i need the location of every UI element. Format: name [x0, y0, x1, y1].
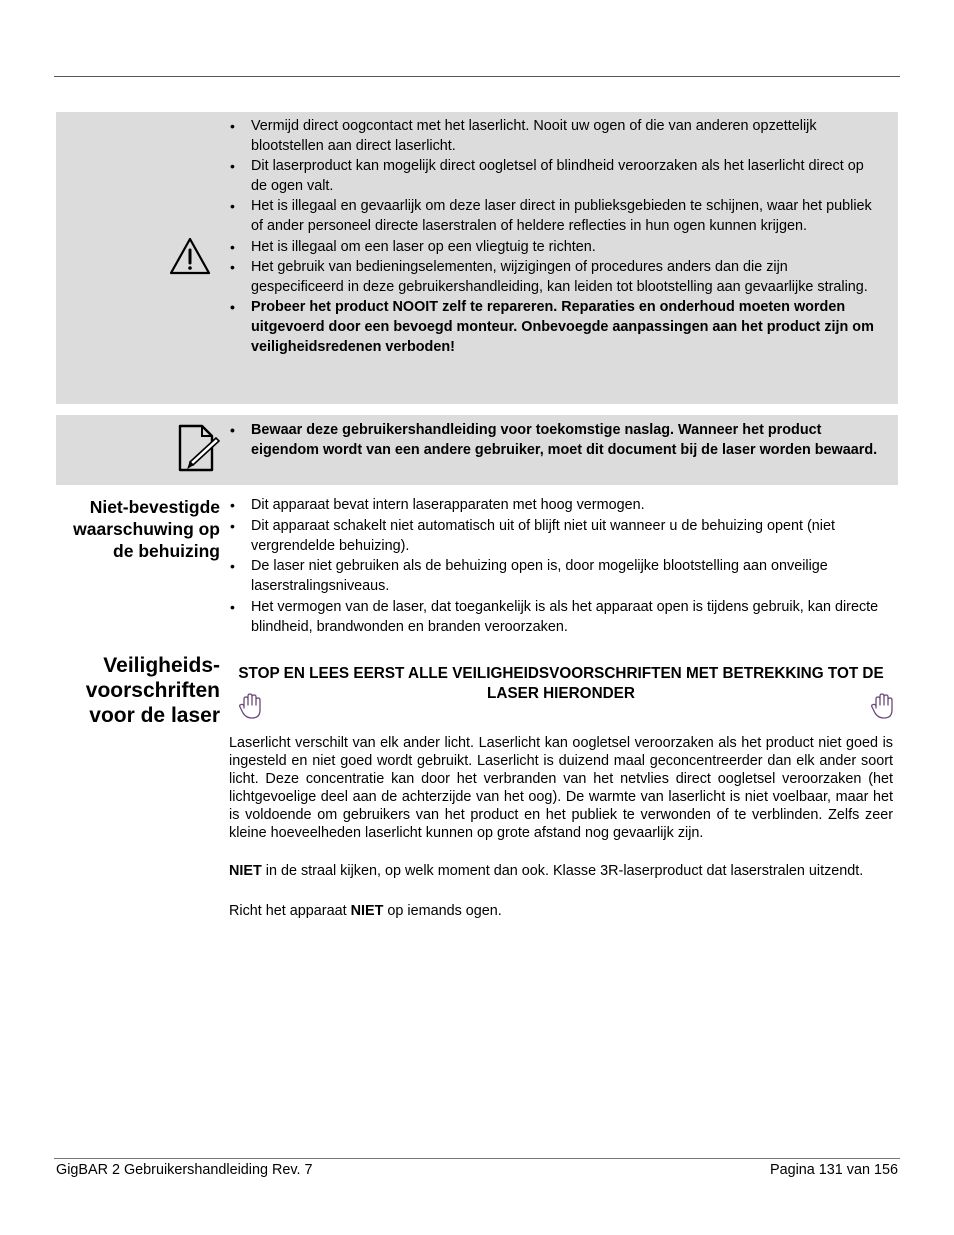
list-item: • Het is illegaal om een laser op een vliegtuig te richten. [229, 237, 879, 257]
heading-line: voor de laser [89, 704, 220, 727]
list-item: • Dit apparaat bevat intern laserapparaten met hoog vermogen. [229, 495, 894, 515]
note-list [229, 420, 879, 460]
footer-page-number: Pagina 131 van 156 [769, 1162, 898, 1178]
list-item: • Vermijd direct oogcontact met het laserlicht. Nooit uw ogen of die van anderen opzettelijk blootstellen aan direct laserlicht. [229, 116, 879, 156]
enclosure-heading [40, 496, 220, 562]
list-item: • Het is illegaal en gevaarlijk om deze laser direct in publieksgebieden te schijnen, waar het publiek of ander personeel directe laserstralen of heldere reflecties in hun ogen kunnen krijgen. [229, 196, 879, 236]
heading-line: Niet-bevestigde [89, 497, 220, 517]
raised-hand-icon [870, 692, 896, 725]
emphasis: NIET [229, 863, 262, 879]
list-item: • Bewaar deze gebruikershandleiding voor toekomstige naslag. Wanneer het product eigendom wordt van een andere gebruiker, moet dit document bij de laser worden bewaard. [229, 420, 879, 460]
heading-line: Veiligheids- [103, 654, 220, 677]
heading-line: waarschuwing op [73, 519, 220, 539]
paragraph-text: Richt het apparaat [229, 903, 351, 919]
list-item: • Het gebruik van bedieningselementen, wijzigingen of procedures anders dan die zijn gespecificeerd in deze gebruikershandleiding, kan leiden tot blootstelling aan gevaarlijke straling. [229, 257, 879, 297]
footer-rule [54, 1158, 900, 1159]
paragraph-text: op iemands ogen. [383, 903, 502, 919]
warning-triangle-icon [168, 236, 212, 281]
laser-safety-heading [40, 653, 220, 728]
note-document-icon [176, 424, 220, 479]
stop-warning-text: STOP EN LEES EERST ALLE VEILIGHEIDSVOORSCHRIFTEN MET BETREKKING TOT DE LASER HIERONDER [238, 665, 884, 702]
enclosure-list [229, 495, 894, 638]
header-rule [54, 76, 900, 77]
warning-list [229, 116, 879, 357]
heading-line: voorschriften [85, 679, 220, 702]
laser-paragraph [229, 862, 893, 880]
list-item: • Dit laserproduct kan mogelijk direct oogletsel of blindheid veroorzaken als het laserlicht direct op de ogen valt. [229, 156, 879, 196]
list-item: • De laser niet gebruiken als de behuizing open is, door mogelijke blootstelling aan onveilige laserstralingsniveaus. [229, 556, 894, 596]
emphasis: NIET [350, 903, 384, 919]
footer-document-title: GigBAR 2 Gebruikershandleiding Rev. 7 [56, 1162, 313, 1178]
paragraph-text: in de straal kijken, op welk moment dan ook. Klasse 3R-laserproduct dat laserstralen uitzendt. [261, 863, 864, 879]
list-item: • Het vermogen van de laser, dat toegankelijk is als het apparaat open is tijdens gebruik, kan directe blindheid, brandwonden en branden veroorzaken. [229, 597, 894, 637]
list-item: • Dit apparaat schakelt niet automatisch uit of blijft niet uit wanneer u de behuizing opent (niet vergrendelde behuizing). [229, 516, 894, 556]
raised-hand-icon [238, 692, 264, 725]
list-item: • Probeer het product NOOIT zelf te repareren. Reparaties en onderhoud moeten worden uitgevoerd door een bevoegd monteur. Onbevoegde aanpassingen aan het product zijn om veiligheidsredenen verboden! [229, 297, 879, 357]
laser-paragraph: Laserlicht verschilt van elk ander licht. Laserlicht kan oogletsel veroorzaken als het product niet goed is ingesteld en niet goed wordt gebruikt. Laserlicht is duizend maal geconcentreerder dan elk ander soort licht. Deze concentratie kan door het verbranden van het netvlies direct oogletsel veroorzaken (het lichtgevoelige deel aan de achterzijde van het oog). De warmte van laserlicht is niet voelbaar, maar het is voldoende om gebruikers van het product en het publiek te verwonden of te verblinden. Zelfs zeer kleine hoeveelheden laserlicht kunnen op grote afstand nog gevaarlijk zijn. [229, 735, 893, 842]
laser-paragraph [229, 902, 893, 920]
heading-line: de behuizing [113, 541, 220, 561]
